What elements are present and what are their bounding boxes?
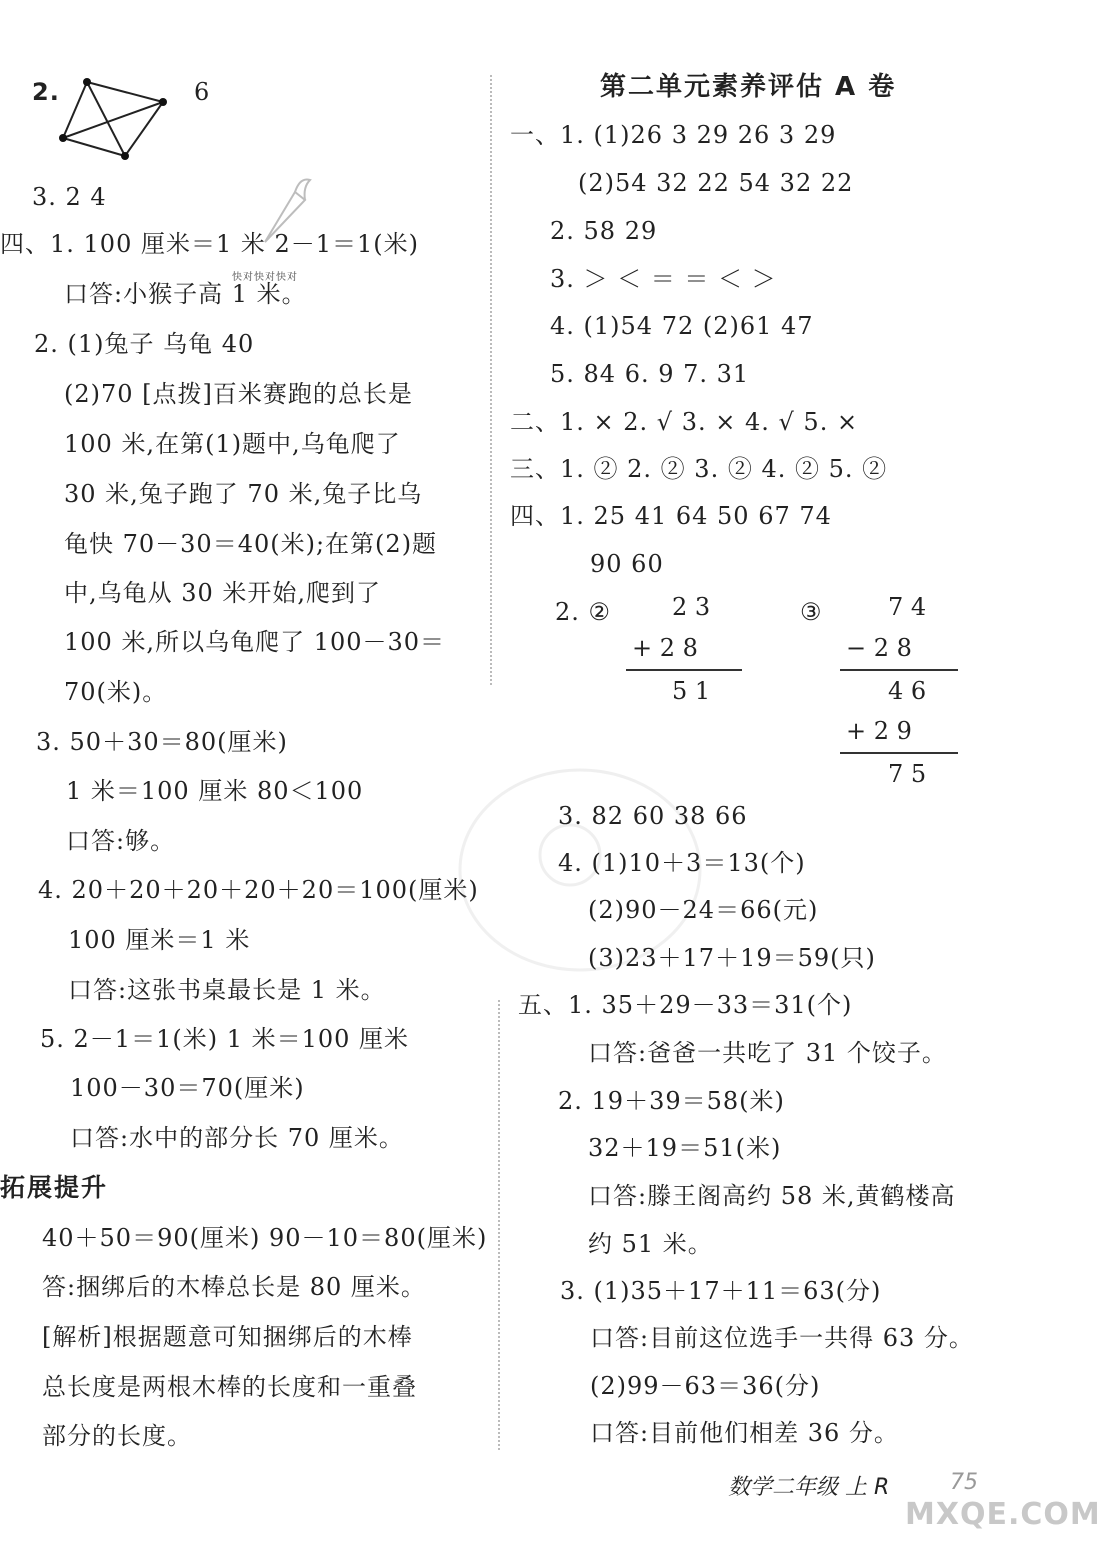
right-line-23: 口答:目前这位选手一共得 63 分。 xyxy=(590,1324,974,1352)
left-line-12: 70(米)。 xyxy=(64,678,168,706)
right-line-6: 5. 84 6. 9 7. 31 xyxy=(550,360,750,388)
vertical-calc-2-operand: − 2 8 xyxy=(846,634,912,662)
right-line-8: 三、1. ② 2. ② 3. ② 4. ② 5. ② xyxy=(510,455,888,483)
vertical-calc-2-top: 7 4 xyxy=(888,593,927,621)
right-line-24: (2)99－63＝36(分) xyxy=(590,1372,821,1400)
left-line-21: 口答:水中的部分长 70 厘米。 xyxy=(70,1124,404,1152)
right-line-17: 口答:爸爸一共吃了 31 个饺子。 xyxy=(588,1039,947,1067)
left-line-8: 30 米,兔子跑了 70 米,兔子比乌 xyxy=(64,480,423,508)
column-divider-lower xyxy=(498,1000,500,1450)
right-line-15: (3)23＋17＋19＝59(只) xyxy=(588,944,876,972)
left-line-19: 5. 2－1＝1(米) 1 米＝100 厘米 xyxy=(40,1025,410,1053)
right-line-18: 2. 19＋39＝58(米) xyxy=(558,1087,785,1115)
watermark-text: MXQE.COM xyxy=(905,1497,1101,1532)
right-line-14: (2)90－24＝66(元) xyxy=(588,896,819,924)
left-line-1-answer: 6 xyxy=(194,78,211,106)
column-divider xyxy=(490,75,492,685)
right-line-22: 3. (1)35＋17＋11＝63(分) xyxy=(560,1277,882,1305)
left-line-23: 40＋50＝90(厘米) 90－10＝80(厘米) xyxy=(42,1224,488,1252)
right-line-19: 32＋19＝51(米) xyxy=(588,1134,782,1162)
left-line-25: [解析]根据题意可知捆绑后的木棒 xyxy=(42,1323,413,1351)
page-title: 第二单元素养评估 A 卷 xyxy=(600,72,897,102)
vertical-calc-2-rule-2 xyxy=(840,752,958,754)
vertical-calc-1-operand: + 2 8 xyxy=(632,634,698,662)
left-line-7: 100 米,在第(1)题中,乌龟爬了 xyxy=(64,430,401,458)
left-line-6: (2)70 [点拨]百米赛跑的总长是 xyxy=(64,380,413,408)
left-line-13: 3. 50＋30＝80(厘米) xyxy=(36,728,288,756)
left-line-1: 2. xyxy=(32,78,60,106)
right-line-11: 2. ② xyxy=(555,598,612,626)
right-line-7: 二、1. × 2. √ 3. × 4. √ 5. × xyxy=(510,408,859,436)
right-line-10: 90 60 xyxy=(590,550,664,578)
section-heading-extension: 拓展提升 xyxy=(0,1173,109,1202)
right-line-21: 约 51 米。 xyxy=(588,1230,713,1258)
footer-subject: 数学二年级 上 R xyxy=(728,1475,890,1500)
vertical-calc-2-rule-1 xyxy=(840,669,958,671)
left-line-15: 口答:够。 xyxy=(66,827,176,855)
left-line-20: 100－30＝70(厘米) xyxy=(70,1074,305,1102)
right-line-1: 一、1. (1)26 3 29 26 3 29 xyxy=(510,121,837,149)
left-line-27: 部分的长度。 xyxy=(42,1422,192,1450)
left-line-5: 2. (1)兔子 乌龟 40 xyxy=(34,330,255,358)
left-line-14: 1 米＝100 厘米 80＜100 xyxy=(66,777,364,805)
right-line-13: 4. (1)10＋3＝13(个) xyxy=(558,849,806,877)
vertical-calc-1-result: 5 1 xyxy=(672,677,711,705)
left-line-17: 100 厘米＝1 米 xyxy=(68,926,251,954)
right-line-3: 2. 58 29 xyxy=(550,217,658,245)
vertical-calc-2-middle: 4 6 xyxy=(888,677,927,705)
stamp-text: 快对快对快对 xyxy=(232,272,298,283)
left-line-10: 中,乌龟从 30 米开始,爬到了 xyxy=(64,579,382,607)
left-line-2: 3. 2 4 xyxy=(32,183,107,211)
right-line-4: 3. ＞ ＜ ＝ ＝ ＜ ＞ xyxy=(550,265,777,293)
right-line-11-b: ③ xyxy=(800,598,823,626)
page-number: 75 xyxy=(950,1470,978,1495)
right-line-12: 3. 82 60 38 66 xyxy=(558,802,748,830)
right-line-2: (2)54 32 22 54 32 22 xyxy=(578,169,854,197)
left-line-9: 龟快 70－30＝40(米);在第(2)题 xyxy=(64,530,438,558)
left-line-11: 100 米,所以乌龟爬了 100－30＝ xyxy=(64,628,446,656)
left-line-3: 四、1. 100 厘米＝1 米 2－1＝1(米) xyxy=(0,230,420,258)
right-line-5: 4. (1)54 72 (2)61 47 xyxy=(550,312,814,340)
left-line-16: 4. 20＋20＋20＋20＋20＝100(厘米) xyxy=(38,876,479,904)
vertical-calc-2-result: 7 5 xyxy=(888,760,927,788)
right-line-20: 口答:滕王阁高约 58 米,黄鹤楼高 xyxy=(588,1182,956,1210)
right-line-16: 五、1. 35＋29－33＝31(个) xyxy=(518,991,853,1019)
vertical-calc-1-rule xyxy=(626,669,742,671)
vertical-calc-1-top: 2 3 xyxy=(672,593,711,621)
left-line-18: 口答:这张书桌最长是 1 米。 xyxy=(68,976,386,1004)
vertical-calc-2-operand-2: + 2 9 xyxy=(846,717,912,745)
left-line-24: 答:捆绑后的木棒总长是 80 厘米。 xyxy=(42,1273,426,1301)
left-line-4: 口答:小猴子高 1 米。 xyxy=(64,280,307,308)
right-line-9: 四、1. 25 41 64 50 67 74 xyxy=(510,502,832,530)
right-line-25: 口答:目前他们相差 36 分。 xyxy=(590,1419,899,1447)
left-line-26: 总长度是两根木棒的长度和一重叠 xyxy=(42,1373,417,1401)
quadrilateral-figure xyxy=(55,72,175,164)
